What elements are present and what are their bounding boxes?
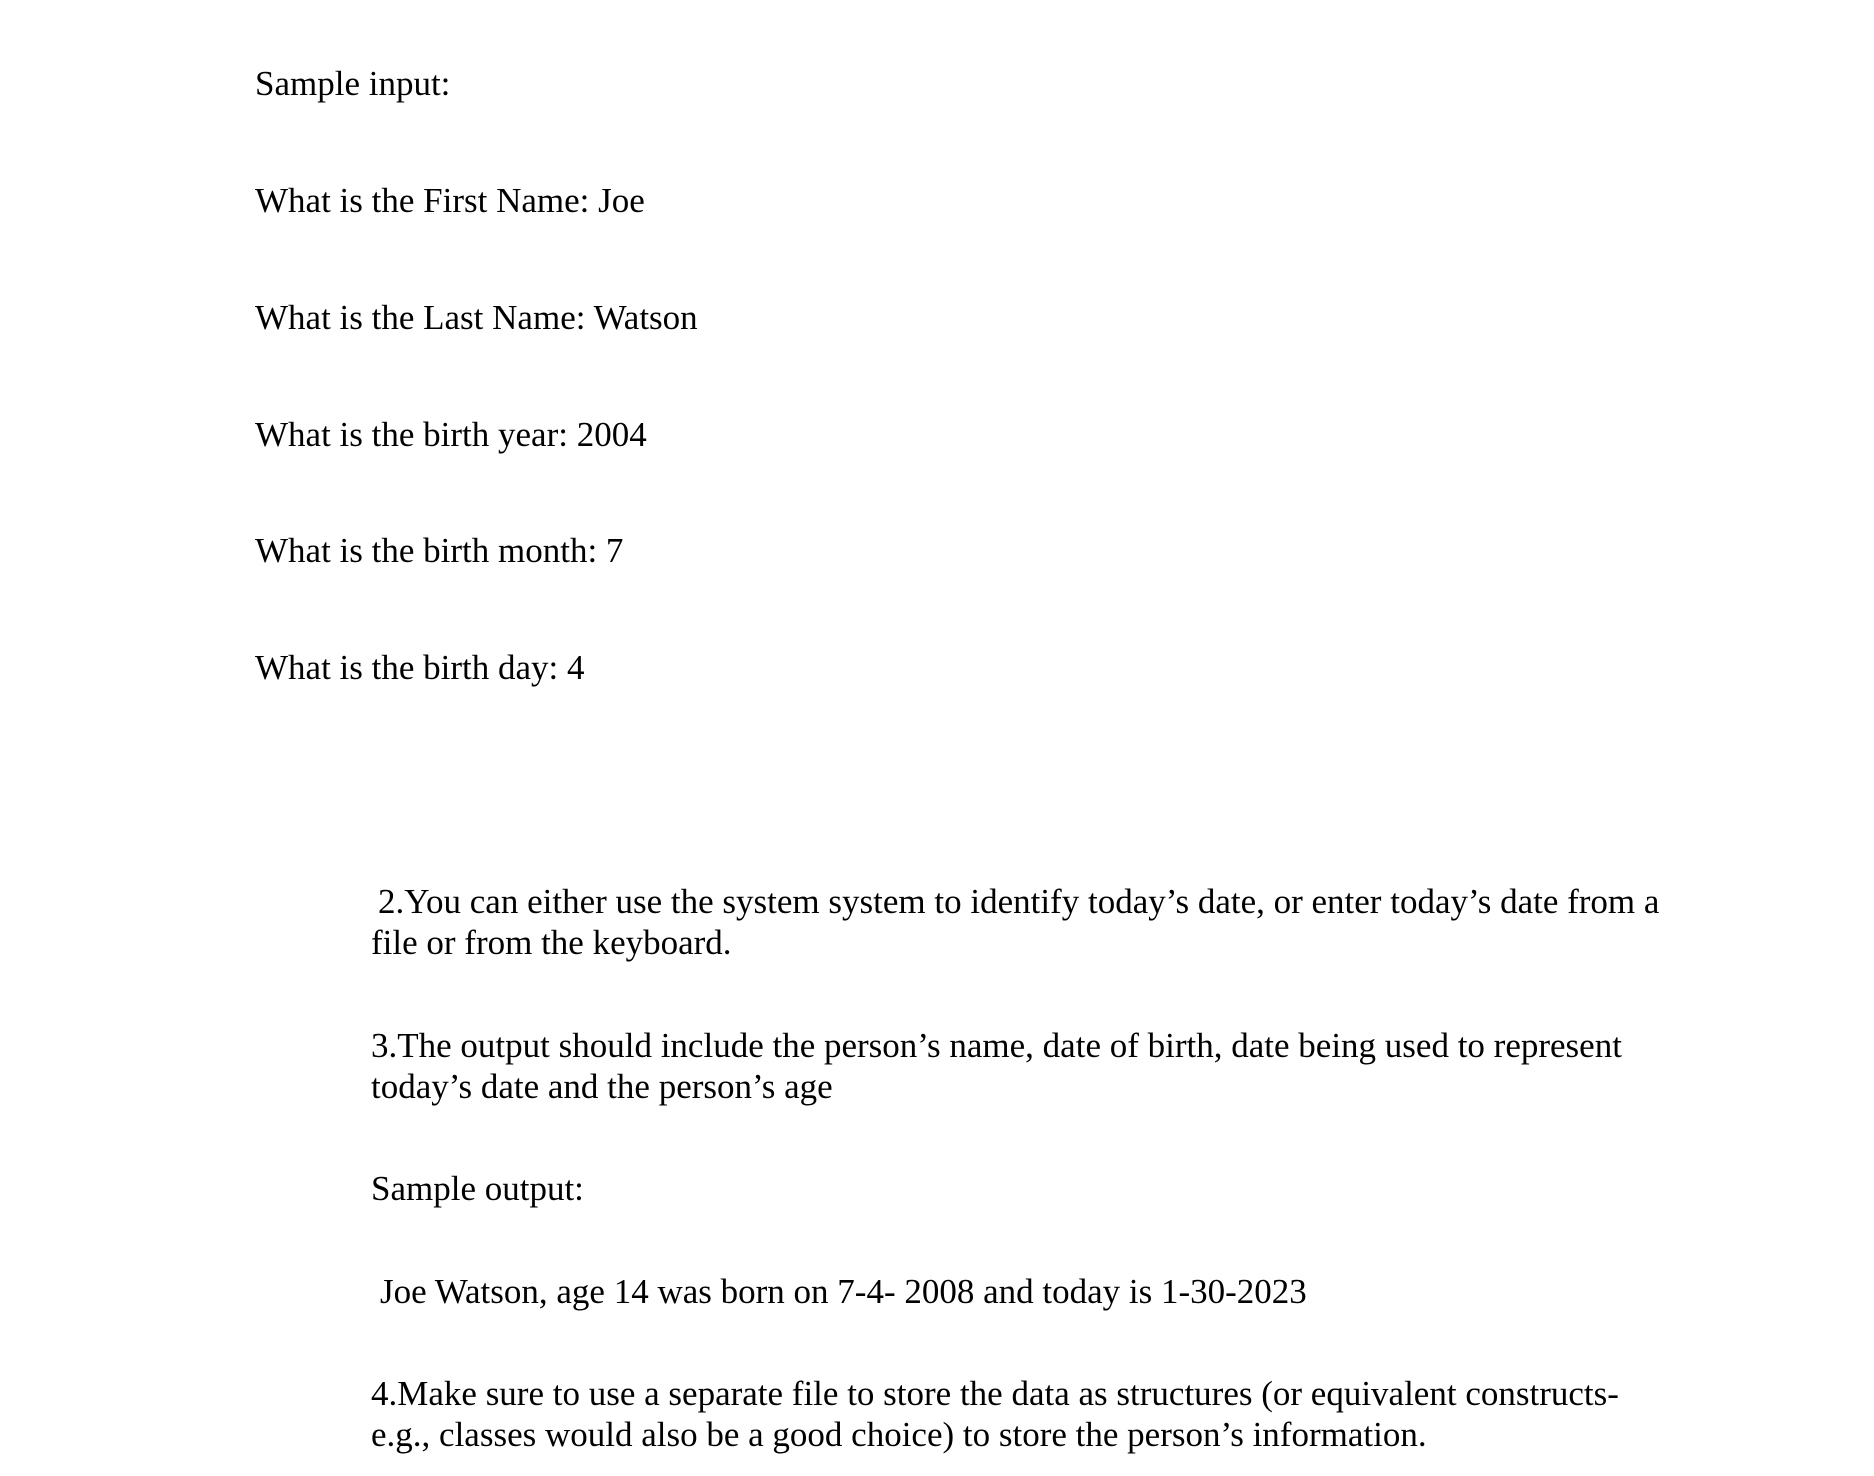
first-name-line: What is the First Name: Joe xyxy=(255,181,645,220)
sample-output-heading: Sample output: xyxy=(371,1169,584,1208)
last-name-line: What is the Last Name: Watson xyxy=(255,298,698,337)
item-4-line-1: 4.Make sure to use a separate file to store the data as structures (or equivalent constructs- xyxy=(371,1374,1619,1413)
item-4-line-2: e.g., classes would also be a good choice) to store the person’s information. xyxy=(371,1415,1427,1454)
birth-year-line: What is the birth year: 2004 xyxy=(255,415,647,454)
item-3-line-1: 3.The output should include the person’s name, date of birth, date being used to represent xyxy=(371,1026,1622,1065)
item-2-line-2: file or from the keyboard. xyxy=(371,923,732,962)
birth-day-line: What is the birth day: 4 xyxy=(255,648,585,687)
birth-month-line: What is the birth month: 7 xyxy=(255,531,624,570)
item-2-line-1: 2.You can either use the system system to identify today’s date, or enter today’s date from a xyxy=(378,882,1660,921)
sample-input-heading: Sample input: xyxy=(255,64,451,103)
sample-output-line: Joe Watson, age 14 was born on 7-4- 2008 and today is 1-30-2023 xyxy=(380,1272,1307,1311)
item-3-line-2: today’s date and the person’s age xyxy=(371,1067,833,1106)
